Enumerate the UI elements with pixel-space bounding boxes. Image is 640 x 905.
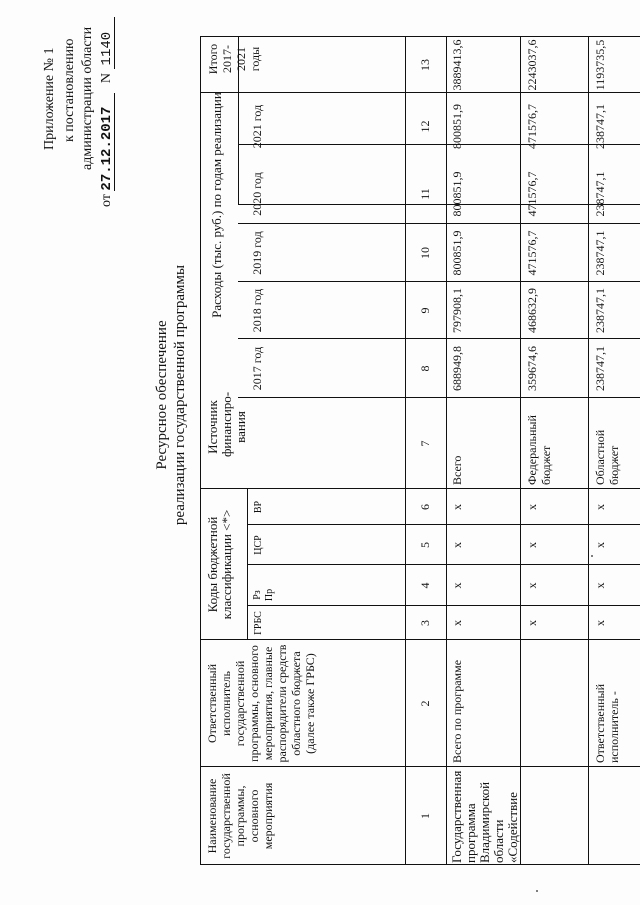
col-num-6: 6 bbox=[418, 504, 432, 510]
appendix-number: 1140 bbox=[100, 17, 115, 69]
row1-y2021: 800851,9 bbox=[450, 104, 464, 149]
row2-y2019: 471576,7 bbox=[525, 230, 539, 276]
row1-executor: Всего по программе bbox=[450, 659, 464, 763]
scan-speck bbox=[591, 555, 593, 557]
header-source: Источник финансиро-вания bbox=[205, 391, 248, 457]
row3-rzpr: x bbox=[593, 582, 607, 589]
row2-y2018: 468632,9 bbox=[525, 288, 539, 333]
doc-title-line1: Ресурсное обеспечение bbox=[154, 320, 170, 470]
col-num-11: 11 bbox=[418, 188, 432, 200]
col-num-7: 7 bbox=[418, 440, 432, 447]
doc-title-line2: реализации государственной программы bbox=[172, 264, 188, 526]
appendix-date-line bbox=[99, 17, 115, 207]
row3-source: Областной бюджет bbox=[593, 429, 621, 485]
row1-total: 3889413,6 bbox=[450, 39, 464, 91]
header-y2017: 2017 год bbox=[250, 346, 264, 391]
col-num-9: 9 bbox=[418, 307, 432, 314]
row3-y2018: 238747,1 bbox=[593, 288, 607, 333]
row2-grbs: x bbox=[525, 620, 539, 626]
col-num-8: 8 bbox=[418, 365, 432, 372]
row1-csr: x bbox=[450, 542, 464, 548]
header-total: Итого 2017-2021 годы bbox=[206, 43, 262, 75]
row2-y2020: 471576,7 bbox=[525, 171, 539, 217]
header-executor: Ответственный исполнитель государственной программы, основного мероприятия, главные распорядители средств областного бюджета (далее также ГРБС) bbox=[205, 644, 317, 763]
header-rzpr: Рз Пр bbox=[252, 588, 275, 602]
row3-y2021: 238747,1 bbox=[593, 104, 607, 149]
row3-grbs: x bbox=[593, 620, 607, 626]
row2-y2017: 359674,6 bbox=[525, 346, 539, 391]
appendix-line3: администрации области bbox=[80, 26, 95, 170]
program-name: Государственная программа Владимирской области «Содействие bbox=[449, 770, 520, 863]
row3-y2019: 238747,1 bbox=[593, 230, 607, 276]
row1-rzpr: x bbox=[450, 582, 464, 589]
row3-total: 1193735,5 bbox=[593, 39, 607, 91]
row2-rzpr: x bbox=[525, 582, 539, 589]
col-num-4: 4 bbox=[418, 582, 432, 589]
number-prefix: N bbox=[99, 72, 114, 84]
row1-source: Всего bbox=[450, 455, 464, 485]
row3-csr: x bbox=[593, 542, 607, 548]
header-expenses: Расходы (тыс. руб.) по годам реализации bbox=[209, 92, 224, 318]
header-y2020: 2020 год bbox=[250, 172, 264, 216]
row2-total: 2243037,6 bbox=[525, 39, 539, 91]
col-num-12: 12 bbox=[418, 120, 432, 133]
row1-y2018: 797908,1 bbox=[450, 288, 464, 333]
col-num-2: 2 bbox=[418, 700, 432, 707]
row2-source: Федеральный бюджет bbox=[525, 415, 553, 485]
row2-csr: x bbox=[525, 542, 539, 548]
row1-y2017: 688949,8 bbox=[450, 346, 464, 391]
row1-vr: x bbox=[450, 504, 464, 510]
col-num-5: 5 bbox=[418, 542, 432, 548]
col-num-3: 3 bbox=[418, 620, 432, 626]
header-y2019: 2019 год bbox=[250, 231, 264, 275]
header-vr: ВР bbox=[253, 500, 264, 514]
row2-vr: x bbox=[525, 504, 539, 510]
header-grbs: ГРБС bbox=[253, 611, 264, 635]
appendix-date: 27.12.2017 bbox=[100, 93, 115, 191]
col-num-1: 1 bbox=[418, 813, 432, 819]
row3-vr: x bbox=[593, 504, 607, 510]
header-name: Наименование государственной программы, основного мероприятия bbox=[205, 773, 275, 859]
row1-y2019: 800851,9 bbox=[450, 230, 464, 276]
date-prefix: от bbox=[99, 194, 114, 207]
header-y2018: 2018 год bbox=[250, 288, 264, 333]
appendix-line2: к постановлению bbox=[62, 38, 77, 142]
row3-y2020: 238747,1 bbox=[593, 171, 607, 217]
row3-executor: Ответственный исполнитель - bbox=[593, 683, 621, 763]
header-y2021: 2021 год bbox=[250, 104, 264, 149]
header-codes: Коды бюджетной классификации <*> bbox=[205, 509, 234, 620]
row2-y2021: 471576,7 bbox=[525, 104, 539, 149]
col-num-10: 10 bbox=[418, 247, 432, 259]
row1-grbs: x bbox=[450, 620, 464, 626]
header-csr: ЦСР bbox=[253, 535, 264, 555]
row1-y2020: 800851,9 bbox=[450, 171, 464, 217]
appendix-title: Приложение № 1 bbox=[42, 47, 57, 150]
row3-y2017: 238747,1 bbox=[593, 346, 607, 391]
col-num-13: 13 bbox=[418, 59, 432, 71]
scan-speck bbox=[536, 890, 538, 892]
